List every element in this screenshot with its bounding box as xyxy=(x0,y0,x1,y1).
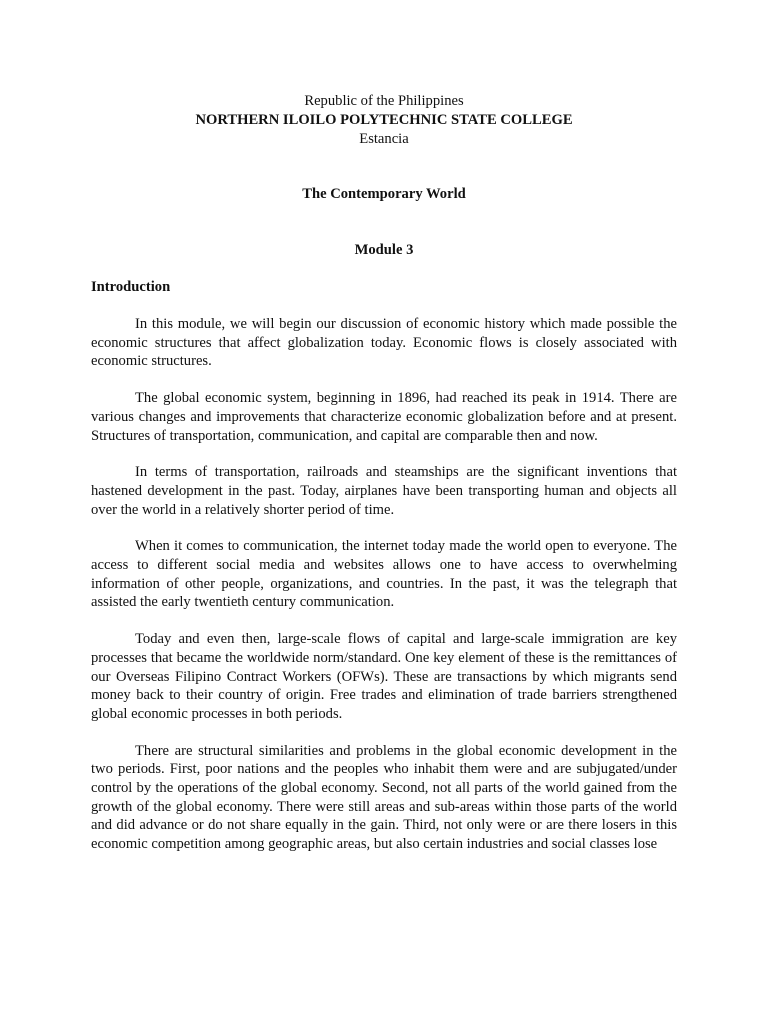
paragraph-transportation: In terms of transportation, railroads and steamships are the significant inventions that hastened development in the past. Today, airplanes have been transporting human and objects all over the world in a relatively shorter period of time. xyxy=(91,464,677,518)
paragraph-structural-similarities: There are structural similarities and problems in the global economic development in the two periods. First, poor nations and the peoples who inhabit them were and are subjugated/under control by the operations of the global economy. Second, not all parts of the world gained from the growth of the global economy. There were still areas and sub-areas within those parts of the world and did advance or do not share equally in the gain. Third, not only were or are there losers in this economic competition among geographic areas, but also certain industries and social classes lose xyxy=(91,742,677,853)
country-line: Republic of the Philippines xyxy=(304,93,464,109)
paragraph-capital-immigration: Today and even then, large-scale flows of capital and large-scale immigration are key processes that became the worldwide norm/standard. One key element of these is the remittances of our Overseas Filipino Contract Workers (OFWs). These are transactions by which migrants send money back to their country of origin. Free trades and elimination of trade barriers strengthened global economic processes in both periods. xyxy=(91,631,677,722)
course-title: The Contemporary World xyxy=(302,186,466,202)
paragraph-economic-history: In this module, we will begin our discussion of economic history which made possible the economic structures that affect globalization today. Economic flows is closely associated with economic structures. xyxy=(91,316,677,370)
paragraph-global-economic-system: The global economic system, beginning in 1896, had reached its peak in 1914. There are various changes and improvements that characterize economic globalization before and at present. Structures of transportation, communication, and capital are comparable then and now. xyxy=(91,390,677,444)
campus-location: Estancia xyxy=(359,131,409,147)
module-title: Module 3 xyxy=(354,242,414,258)
document-page xyxy=(91,92,677,854)
college-name: NORTHERN ILOILO POLYTECHNIC STATE COLLEGE xyxy=(195,112,573,128)
introduction-heading: Introduction xyxy=(91,279,171,295)
paragraph-communication: When it comes to communication, the internet today made the world open to everyone. The access to different social media and websites allows one to have access to overwhelming information of other people, organizations, and countries. In the past, it was the telegraph that assisted the early twentieth century communication. xyxy=(91,538,677,611)
